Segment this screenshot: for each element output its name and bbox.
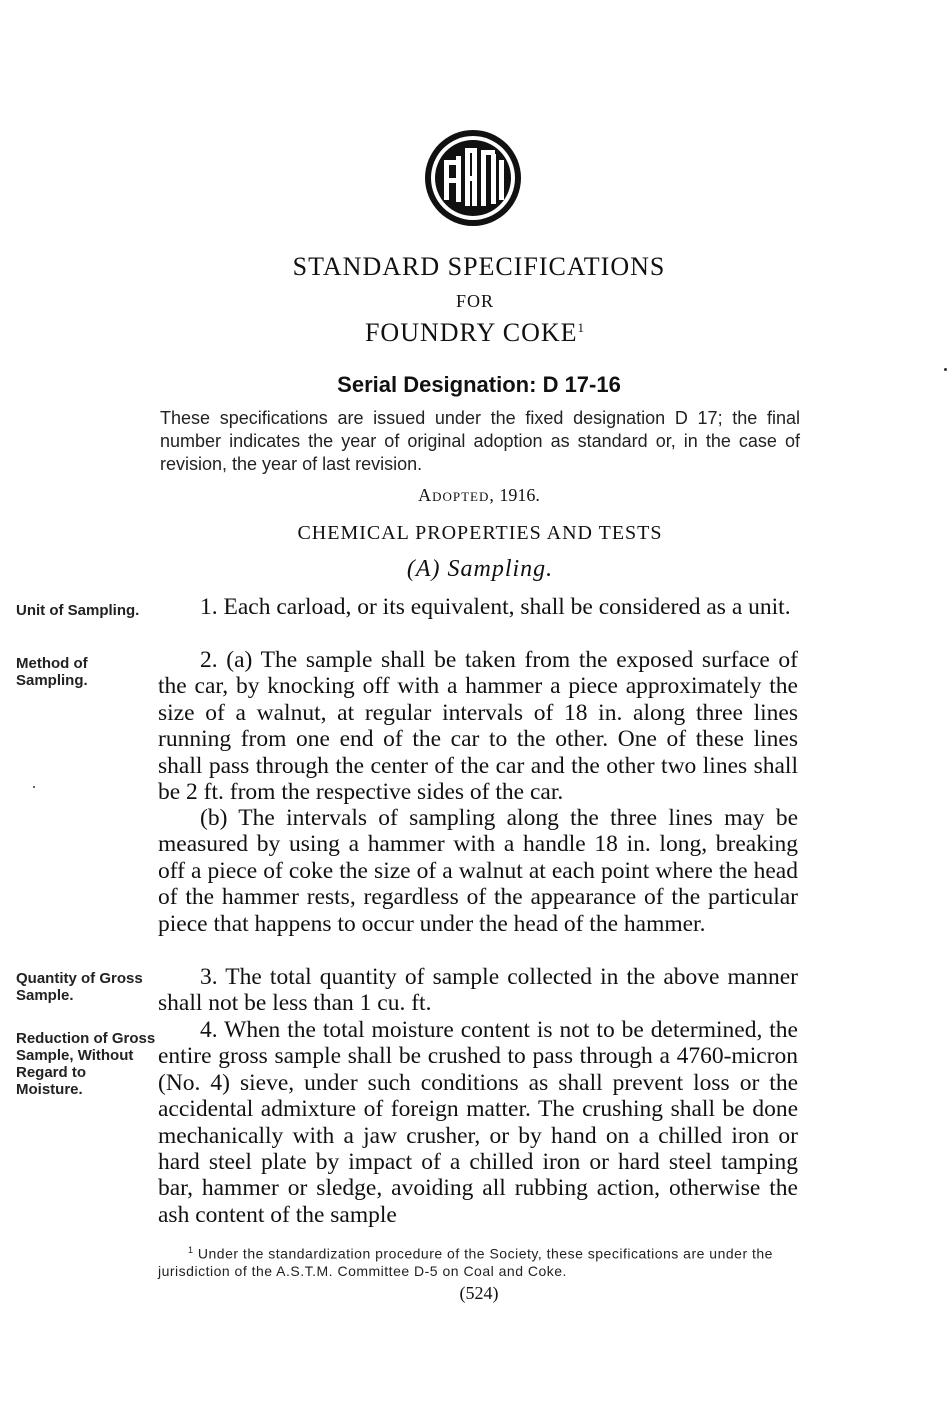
paragraph-2b — [158, 805, 798, 937]
paragraph-1 — [158, 594, 798, 620]
footnote — [158, 1242, 798, 1280]
paragraph-3 — [158, 964, 798, 1017]
paragraph-2a — [158, 647, 798, 805]
paragraph-1-text: 1. Each carload, or its equivalent, shall be considered as a unit. — [200, 594, 791, 620]
title-main: FOUNDRY COKE — [364, 318, 578, 347]
adopted-line — [0, 485, 950, 506]
paragraph-2a-text: 2. (a) The sample shall be taken from the exposed surface of the car, by knocking off with a hammer a piece approximately the size of a walnut, at regular intervals of 18 in. along three lines running from one end of the car to the other. One of these lines shall pass through the center of the car and the other two lines shall be 2 ft. from the respective sides of the car. — [158, 647, 798, 806]
title-line-2: FOR — [455, 291, 494, 311]
subsection-heading: (A) Sampling. — [406, 556, 554, 582]
adopted-year: 1916. — [499, 485, 540, 505]
title-line-1: STANDARD SPECIFICATIONS — [292, 252, 666, 281]
serial-label: Serial Designation: — [337, 372, 537, 397]
title-footnote-mark: 1 — [577, 320, 586, 335]
paragraph-4-text: 4. When the total moisture content is not to be determined, the entire gross sample shall be crushed to pass through a 4760-micron (No. 4) sieve, under such conditions as shall prevent loss or the accidental admixture of foreign matter. The crushing shall be done mechanically with a jaw crusher, or by hand on a chilled iron or hard steel plate by impact of a chilled iron or hard steel tamping bar, hammer or sledge, avoiding all rubbing action, otherwise the ash content of the sample — [158, 1017, 798, 1228]
page-number: (524) — [459, 1283, 499, 1303]
paragraph-4 — [158, 1017, 798, 1228]
paragraph-3-text: 3. The total quantity of sample collected in the above manner shall not be less than 1 cu. ft. — [158, 964, 798, 1017]
footnote-text: Under the standardization procedure of the Society, these specifications are under the jurisdiction of the A.S.T.M. Committee D-5 on Coal and Coke. — [158, 1245, 773, 1279]
intro-note: These specifications are issued under the fixed designation D 17; the final number indicates the year of original adoption as standard or, in the case of revision, the year of last revision. — [160, 408, 800, 474]
margin-note-reduction: Reduction of Gross Sample, Without Regard to Moisture. — [16, 1030, 156, 1098]
serial-designation — [0, 372, 950, 398]
title-line-3 — [0, 318, 950, 348]
scan-speck — [944, 368, 947, 371]
scan-speck — [33, 786, 35, 788]
section-heading: CHEMICAL PROPERTIES AND TESTS — [297, 522, 663, 544]
astm-logo — [423, 128, 523, 228]
footnote-mark: 1 — [188, 1245, 194, 1255]
margin-note-method: Method of Sampling. — [16, 655, 88, 689]
margin-note-quantity: Quantity of Gross Sample. — [16, 970, 143, 1004]
serial-value: D 17-16 — [542, 372, 621, 397]
paragraph-2b-text: (b) The intervals of sampling along the three lines may be measured by using a hammer with a handle 18 in. long, breaking off a piece of coke the size of a walnut at each point where the head of the hammer rests, regardless of the appearance of the particular piece that happens to occur under the head of the hammer. — [158, 805, 798, 937]
margin-note-unit: Unit of Sampling. — [16, 602, 140, 619]
adopted-label: Adopted, — [418, 485, 495, 505]
